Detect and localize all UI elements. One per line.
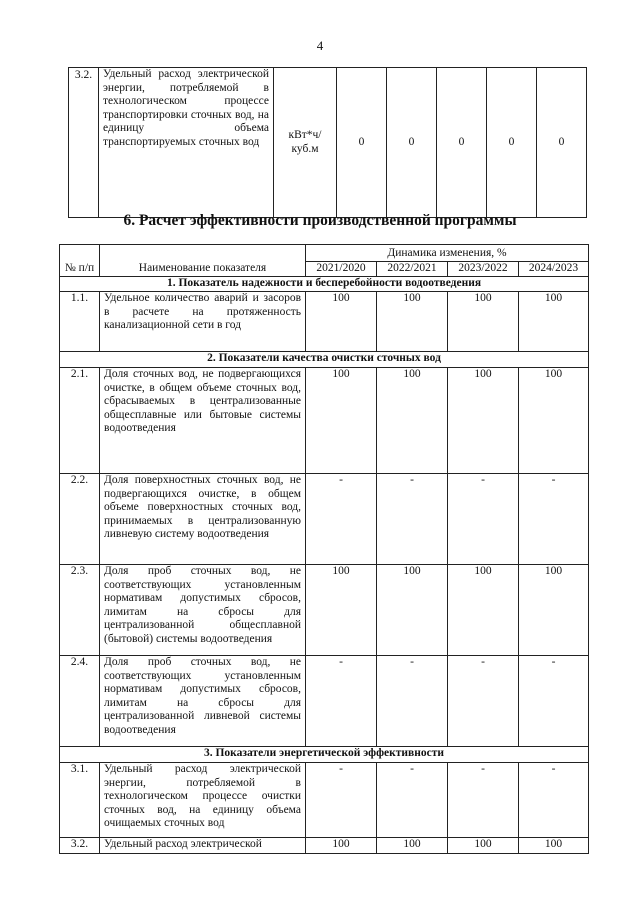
value-cell: -: [306, 763, 377, 838]
value-cell: 100: [377, 565, 448, 656]
value-cell: -: [306, 474, 377, 565]
row-number: 3.2.: [69, 68, 99, 218]
num-column-header: № п/п: [60, 245, 100, 277]
value-cell: 100: [306, 292, 377, 352]
year-column-header: 2023/2022: [448, 262, 519, 277]
value-cell: 100: [519, 838, 589, 854]
indicator-name: Удельный расход электрической энергии, потребляемой в технологическом процессе очистки сточных вод, на единицу объема очищаемых сточных вод: [100, 763, 306, 838]
group-header-row: [60, 277, 589, 292]
group-title: 3. Показатели энергетической эффективности: [60, 747, 589, 763]
value-cell: 100: [306, 368, 377, 474]
value-cell: 0: [437, 68, 487, 218]
indicator-name: Удельный расход электрической: [100, 838, 306, 854]
row-number: 1.1.: [60, 292, 100, 352]
value-cell: 100: [377, 292, 448, 352]
table-row: [60, 838, 589, 854]
value-cell: 100: [448, 292, 519, 352]
row-number: 2.1.: [60, 368, 100, 474]
table-row: [69, 68, 587, 218]
group-header-row: [60, 352, 589, 368]
continued-indicator-table: [68, 67, 587, 218]
value-cell: 100: [448, 838, 519, 854]
dynamics-header: Динамика изменения, %: [306, 245, 589, 262]
value-cell: -: [519, 656, 589, 747]
value-cell: 100: [377, 368, 448, 474]
value-cell: -: [448, 656, 519, 747]
row-number: 2.4.: [60, 656, 100, 747]
value-cell: 0: [337, 68, 387, 218]
value-cell: 100: [519, 292, 589, 352]
value-cell: -: [377, 763, 448, 838]
table-header-row: [60, 245, 589, 262]
year-column-header: 2021/2020: [306, 262, 377, 277]
year-column-header: 2024/2023: [519, 262, 589, 277]
page-number: 4: [316, 38, 324, 53]
value-cell: -: [448, 763, 519, 838]
value-cell: 100: [519, 368, 589, 474]
row-number: 2.3.: [60, 565, 100, 656]
value-cell: 0: [387, 68, 437, 218]
name-column-header: Наименование показателя: [100, 245, 306, 277]
value-cell: 100: [306, 565, 377, 656]
value-cell: -: [448, 474, 519, 565]
value-cell: 100: [519, 565, 589, 656]
value-cell: 0: [537, 68, 587, 218]
table-row: [60, 656, 589, 747]
table-row: [60, 763, 589, 838]
value-cell: 0: [487, 68, 537, 218]
efficiency-table: [59, 244, 589, 854]
table-row: [60, 474, 589, 565]
value-cell: -: [519, 474, 589, 565]
section-title: 6. Расчет эффективности производственной программы: [123, 212, 517, 229]
unit-cell: кВт*ч/ куб.м: [274, 68, 337, 218]
value-cell: 100: [377, 838, 448, 854]
value-cell: -: [306, 656, 377, 747]
indicator-name: Доля проб сточных вод, не соответствующих установленным нормативам допустимых сбросов, лимитам на сбросы для централизованной ливневой системы водоотведения: [100, 656, 306, 747]
group-title: 2. Показатели качества очистки сточных вод: [60, 352, 589, 368]
group-title: 1. Показатель надежности и бесперебойности водоотведения: [60, 277, 589, 292]
value-cell: -: [519, 763, 589, 838]
value-cell: 100: [306, 838, 377, 854]
table-row: [60, 368, 589, 474]
row-number: 3.2.: [60, 838, 100, 854]
value-cell: 100: [448, 565, 519, 656]
group-header-row: [60, 747, 589, 763]
value-cell: -: [377, 656, 448, 747]
indicator-name: Удельный расход электрической энергии, потребляемой в технологическом процессе транспортировки сточных вод, на единицу объема транспортируемых сточных вод: [99, 68, 274, 218]
indicator-name: Доля поверхностных сточных вод, не подвергающихся очистке, в общем объеме поверхностных сточных вод, принимаемых в централизованную ливневую систему водоотведения: [100, 474, 306, 565]
row-number: 3.1.: [60, 763, 100, 838]
indicator-name: Доля сточных вод, не подвергающихся очистке, в общем объеме сточных вод, сбрасываемых в централизованные общесплавные или бытовые системы водоотведения: [100, 368, 306, 474]
value-cell: 100: [448, 368, 519, 474]
indicator-name: Удельное количество аварий и засоров в расчете на протяженность канализационной сети в год: [100, 292, 306, 352]
table-row: [60, 565, 589, 656]
row-number: 2.2.: [60, 474, 100, 565]
table-row: [60, 292, 589, 352]
indicator-name: Доля проб сточных вод, не соответствующих установленным нормативам допустимых сбросов, лимитам на сбросы для централизованной общесплавной (бытовой) системы водоотведения: [100, 565, 306, 656]
value-cell: -: [377, 474, 448, 565]
year-column-header: 2022/2021: [377, 262, 448, 277]
